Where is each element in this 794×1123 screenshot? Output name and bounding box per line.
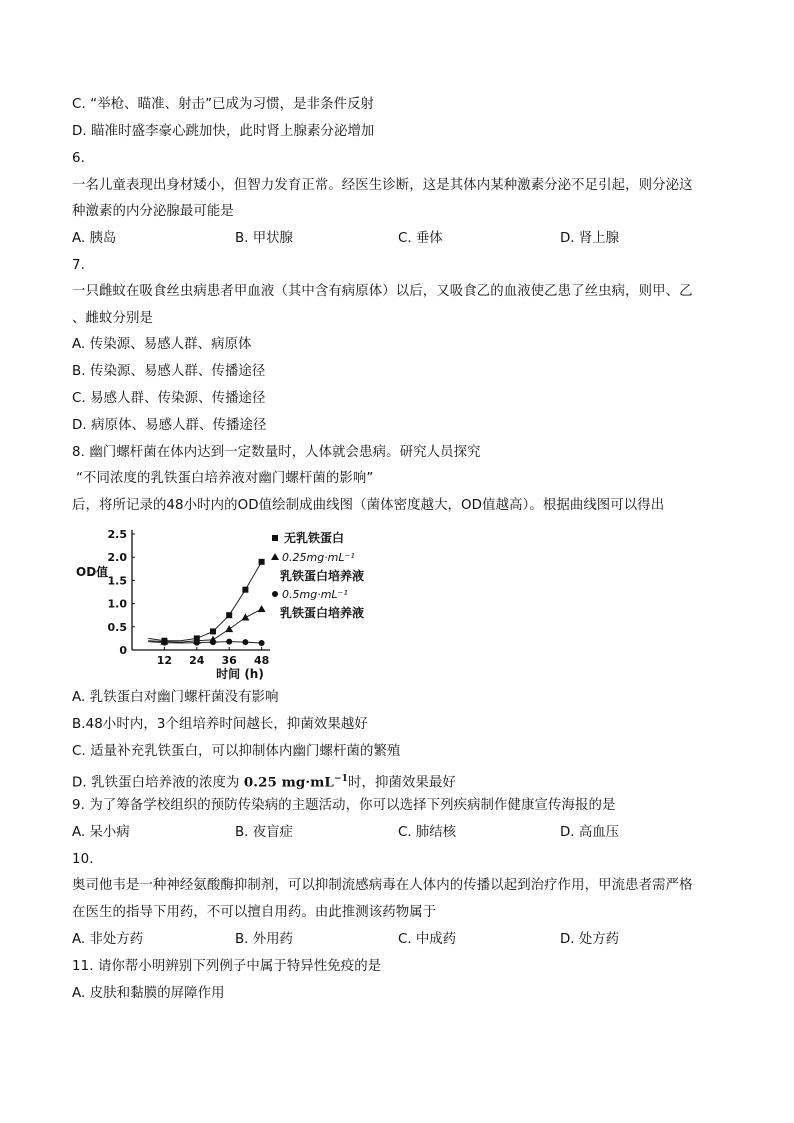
q9-option-c: C. 肺结核	[398, 825, 457, 840]
legend-marker-triangle	[271, 553, 279, 560]
series-line-1	[148, 562, 261, 641]
q6-option-a: A. 胰岛	[72, 231, 117, 246]
y-tick-label: 2.5	[107, 528, 127, 541]
q8-stem-line1: 8. 幽门螺杆菌在体内达到一定数量时，人体就会患病。研究人员探究	[72, 445, 481, 460]
q8-option-c: C. 适量补充乳铁蛋白，可以抑制体内幽门螺杆菌的繁殖	[72, 744, 401, 759]
q7-number: 7.	[72, 258, 85, 273]
series-3-point	[194, 640, 200, 646]
q6-stem-line2: 种激素的内分泌腺最可能是	[72, 204, 234, 219]
q6-number: 6.	[72, 151, 85, 166]
series-3-point	[259, 640, 265, 646]
series-1-point	[259, 559, 265, 565]
q10-number: 10.	[72, 852, 94, 867]
q8-option-d-prefix: D. 乳铁蛋白培养液的浓度为	[72, 775, 244, 791]
series-2-point	[225, 625, 233, 632]
x-tick-label: 24	[189, 654, 205, 667]
legend-label-3a: 0.5mg·mL⁻¹	[282, 588, 348, 601]
y-tick-label: 2.0	[107, 551, 127, 565]
legend-label-2a: 0.25mg·mL⁻¹	[282, 551, 355, 564]
y-axis-label: OD值	[76, 565, 109, 579]
q10-option-a: A. 非处方药	[72, 932, 143, 947]
q10-option-c: C. 中成药	[398, 932, 457, 947]
legend-marker-square	[272, 535, 278, 541]
q7-option-a: A. 传染源、易感人群、病原体	[72, 337, 252, 352]
q11-stem: 11. 请你帮小明辨别下列例子中属于特异性免疫的是	[72, 959, 382, 974]
legend-marker-circle	[272, 591, 278, 597]
q7-stem-line1: 一只雌蚊在吸食丝虫病患者甲血液（其中含有病原体）以后，又吸食乙的血液使乙患了丝虫病，则甲、乙	[72, 284, 693, 299]
q5-option-d: D. 瞄准时盛李豪心跳加快，此时肾上腺素分泌增加	[72, 124, 375, 139]
x-tick-label: 12	[156, 654, 173, 667]
series-3-point	[242, 639, 248, 645]
series-1-point	[226, 612, 232, 618]
q5-option-c: C. “举枪、瞄准、射击”已成为习惯，是非条件反射	[72, 97, 375, 112]
q7-option-c: C. 易感人群、传染源、传播途径	[72, 391, 266, 406]
q10-option-b: B. 外用药	[235, 932, 293, 947]
q8-stem-line2: “不同浓度的乳铁蛋白培养液对幽门螺杆菌的影响”	[76, 471, 374, 486]
q7-option-b: B. 传染源、易感人群、传播途径	[72, 364, 266, 379]
q6-option-d: D. 肾上腺	[560, 231, 619, 246]
q8-option-d-exponent: −1	[333, 774, 348, 784]
q6-option-b: B. 甲状腺	[235, 231, 293, 246]
y-tick-label: 0.5	[107, 620, 127, 634]
q6-stem-line1: 一名儿童表现出身材矮小，但智力发育正常。经医生诊断，这是其体内某种激素分泌不足引起，则分泌这	[72, 178, 693, 193]
q10-stem-line2: 在医生的指导下用药，不可以擅自用药。由此推测该药物属于	[72, 905, 437, 920]
q7-stem-line2: 、雌蚊分别是	[72, 311, 153, 326]
series-3-point	[161, 640, 167, 646]
q8-option-a: A. 乳铁蛋白对幽门螺杆菌没有影响	[72, 690, 279, 705]
od-value-line-chart	[72, 520, 382, 685]
series-2-point	[241, 614, 249, 621]
q9-option-d: D. 高血压	[560, 825, 619, 840]
q8-stem-line3: 后，将所记录的48小时内的OD值绘制成曲线图（菌体密度越大，OD值越高）。根据曲线图可以得出	[72, 498, 665, 513]
q8-option-d-concentration: 0.25 mg·mL	[243, 774, 334, 791]
series-3-point	[210, 639, 216, 645]
series-1-point	[210, 628, 216, 634]
q8-option-d	[72, 770, 456, 792]
q9-stem: 9. 为了筹备学校组织的预防传染病的主题活动，你可以选择下列疾病制作健康宣传海报的是	[72, 798, 616, 813]
x-axis-label: 时间 (h)	[216, 667, 264, 681]
y-tick-label: 0	[119, 644, 127, 657]
y-tick-label: 1.5	[107, 574, 127, 588]
x-tick-label: 36	[221, 654, 237, 667]
q11-option-a: A. 皮肤和黏膜的屏障作用	[72, 986, 225, 1001]
q8-option-b: B.48小时内，3个组培养时间越长，抑菌效果越好	[72, 717, 368, 732]
legend-label-3b: 乳铁蛋白培养液	[280, 606, 365, 620]
series-1-point	[242, 587, 248, 593]
legend-label-2b: 乳铁蛋白培养液	[280, 569, 365, 583]
q10-stem-line1: 奥司他韦是一种神经氨酸酶抑制剂，可以抑制流感病毒在人体内的传播以起到治疗作用，甲流患者需严格	[72, 878, 693, 893]
legend-label-1: 无乳铁蛋白	[284, 531, 345, 545]
q9-option-a: A. 呆小病	[72, 825, 130, 840]
q10-option-d: D. 处方药	[560, 932, 619, 947]
q6-option-c: C. 垂体	[398, 231, 443, 246]
q8-option-d-suffix: 时，抑菌效果最好	[347, 775, 456, 791]
y-tick-label: 1.0	[107, 597, 127, 611]
q7-option-d: D. 病原体、易感人群、传播途径	[72, 418, 267, 433]
x-tick-label: 48	[253, 654, 270, 667]
series-2-point	[258, 605, 266, 612]
series-line-2	[148, 609, 261, 642]
series-3-point	[226, 639, 232, 645]
q9-option-b: B. 夜盲症	[235, 825, 293, 840]
